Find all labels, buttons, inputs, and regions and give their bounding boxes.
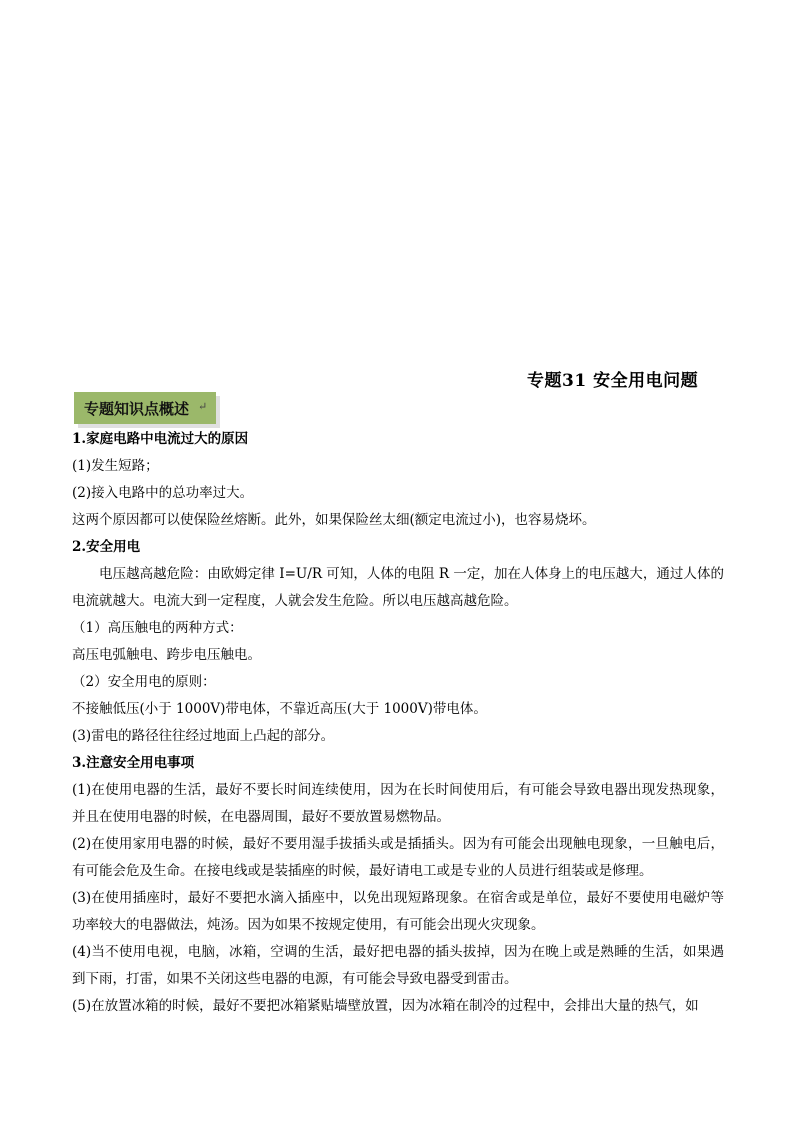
section-2-sub-2: （2）安全用电的原则： [72, 674, 216, 690]
section-3-item-4: (4)当不使用电视，电脑，冰箱，空调的生活，最好把电器的插头拔掉，因为在晚上或是熟睡的生活，如果遇到下雨，打雷，如果不关闭这些电器的电源，有可能会导致电器受到雷击。 [72, 944, 724, 987]
section-3-item-3: (3)在使用插座时，最好不要把水滴入插座中，以免出现短路现象。在宿舍或是单位，最好不要使用电磁炉等功率较大的电器做法，炖汤。因为如果不按规定使用，有可能会出现火灾现象。 [72, 890, 724, 933]
section-1-item-2: (2)接入电路中的总功率过大。 [72, 485, 254, 501]
section-2-heading: 2.安全用电 [72, 539, 141, 555]
section-badge [74, 392, 216, 424]
section-1-item-1: (1)发生短路； [72, 458, 159, 474]
section-2-sub-1: （1）高压触电的两种方式： [72, 620, 243, 636]
section-3-heading: 3.注意安全用电事项 [72, 755, 195, 771]
section-3-item-5: (5)在放置冰箱的时候，最好不要把冰箱紧贴墙壁放置，因为冰箱在制冷的过程中，会排出大量的热气，如 [72, 998, 699, 1014]
section-3-item-2: (2)在使用家用电器的时候，最好不要用湿手拔插头或是插插头。因为有可能会出现触电现象，一旦触电后，有可能会危及生命。在接电线或是装插座的时候，最好请电工或是专业的人员进行组装或是修理。 [72, 836, 724, 879]
section-3-item-1: (1)在使用电器的生活，最好不要长时间连续使用，因为在长时间使用后，有可能会导致电器出现发热现象，并且在使用电器的时候，在电器周围，最好不要放置易燃物品。 [72, 782, 724, 825]
section-1-note: 这两个原因都可以使保险丝熔断。此外，如果保险丝太细(额定电流过小)，也容易烧坏。 [72, 512, 596, 528]
section-2-sub-2-text: 不接触低压(小于 1000V)带电体，不靠近高压(大于 1000V)带电体。 [72, 701, 487, 717]
section-2-sub-3: (3)雷电的路径往往经过地面上凸起的部分。 [72, 728, 335, 744]
section-badge-label: 专题知识点概述 [84, 400, 190, 418]
section-2-sub-1-text: 高压电弧触电、跨步电压触电。 [72, 647, 261, 663]
return-mark-icon: ↵ [198, 400, 208, 413]
page-title: 专题31 安全用电问题 [527, 371, 699, 391]
section-2-paragraph: 电压越高越危险：由欧姆定律 I=U/R 可知，人体的电阻 R 一定，加在人体身上的电压越大，通过人体的电流就越大。电流大到一定程度，人就会发生危险。所以电压越高越危险。 [72, 566, 724, 609]
section-1-heading: 1.家庭电路中电流过大的原因 [72, 431, 249, 447]
document-body [72, 426, 724, 1020]
